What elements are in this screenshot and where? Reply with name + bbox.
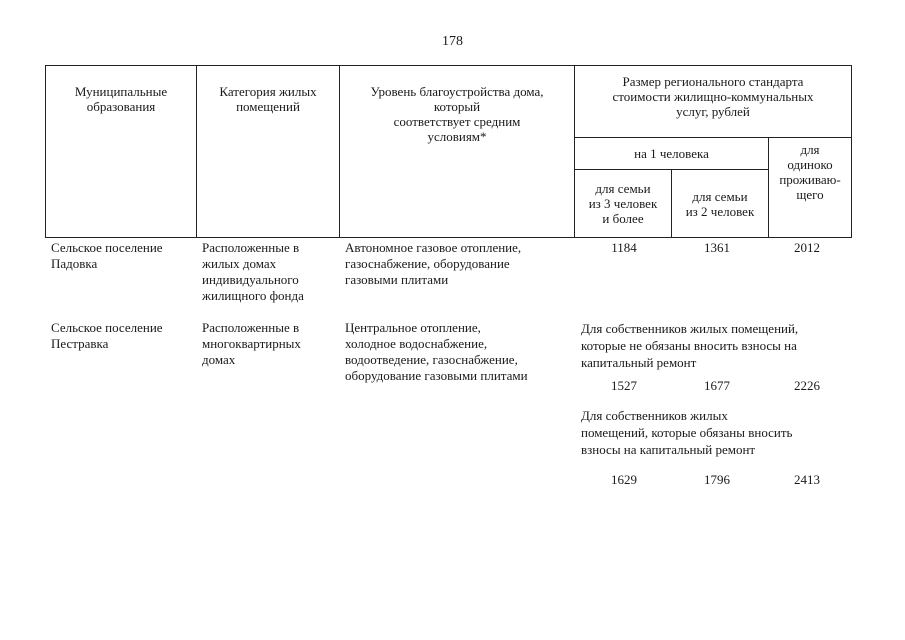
row1-category: Расположенные в жилых домах индивидуального жилищного фонда — [202, 240, 304, 303]
row2-note-capital-repair: Для собственников жилых помещений, которые обязаны вносить взносы на капитальный ремонт — [581, 408, 793, 457]
header-municipality: Муниципальные образования — [46, 66, 197, 238]
row2-note-no-capital-repair: Для собственников жилых помещений, которые не обязаны вносить взносы на капитальный ремонт — [581, 321, 799, 370]
header-category: Категория жилых помещений — [197, 66, 340, 238]
header-family-3: для семьи из 3 человек и более — [575, 170, 672, 238]
tariff-table-header — [45, 65, 852, 238]
header-per-person: на 1 человека — [575, 138, 769, 170]
row2b-value-family3: 1629 — [611, 472, 637, 487]
header-family-2: для семьи из 2 человек — [672, 170, 769, 238]
header-standard-size: Размер регионального стандарта стоимости жилищно-коммунальных услуг, рублей — [575, 66, 852, 138]
row2b-value-single: 2413 — [794, 472, 820, 487]
header-single-resident: для одиноко проживаю- щего — [769, 138, 852, 238]
row1-improvement-level: Автономное газовое отопление, газоснабжение, оборудование газовыми плитами — [345, 240, 522, 287]
row2a-value-family3: 1527 — [611, 378, 637, 393]
row2-category: Расположенные в многоквартирных домах — [202, 320, 301, 367]
row1-value-family2: 1361 — [704, 240, 730, 255]
row2-municipality: Сельское поселение Пестравка — [51, 320, 163, 351]
page-number: 178 — [442, 34, 463, 49]
row1-municipality: Сельское поселение Падовка — [51, 240, 163, 271]
row2-improvement-level: Центральное отопление, холодное водоснабжение, водоотведение, газоснабжение, оборудование газовыми плитами — [345, 320, 528, 383]
header-improvement-level: Уровень благоустройства дома, который соответствует средним условиям* — [340, 66, 575, 238]
row2a-value-single: 2226 — [794, 378, 820, 393]
row2b-value-family2: 1796 — [704, 472, 730, 487]
row1-value-single: 2012 — [794, 240, 820, 255]
row1-value-family3: 1184 — [611, 240, 637, 255]
row2a-value-family2: 1677 — [704, 378, 730, 393]
